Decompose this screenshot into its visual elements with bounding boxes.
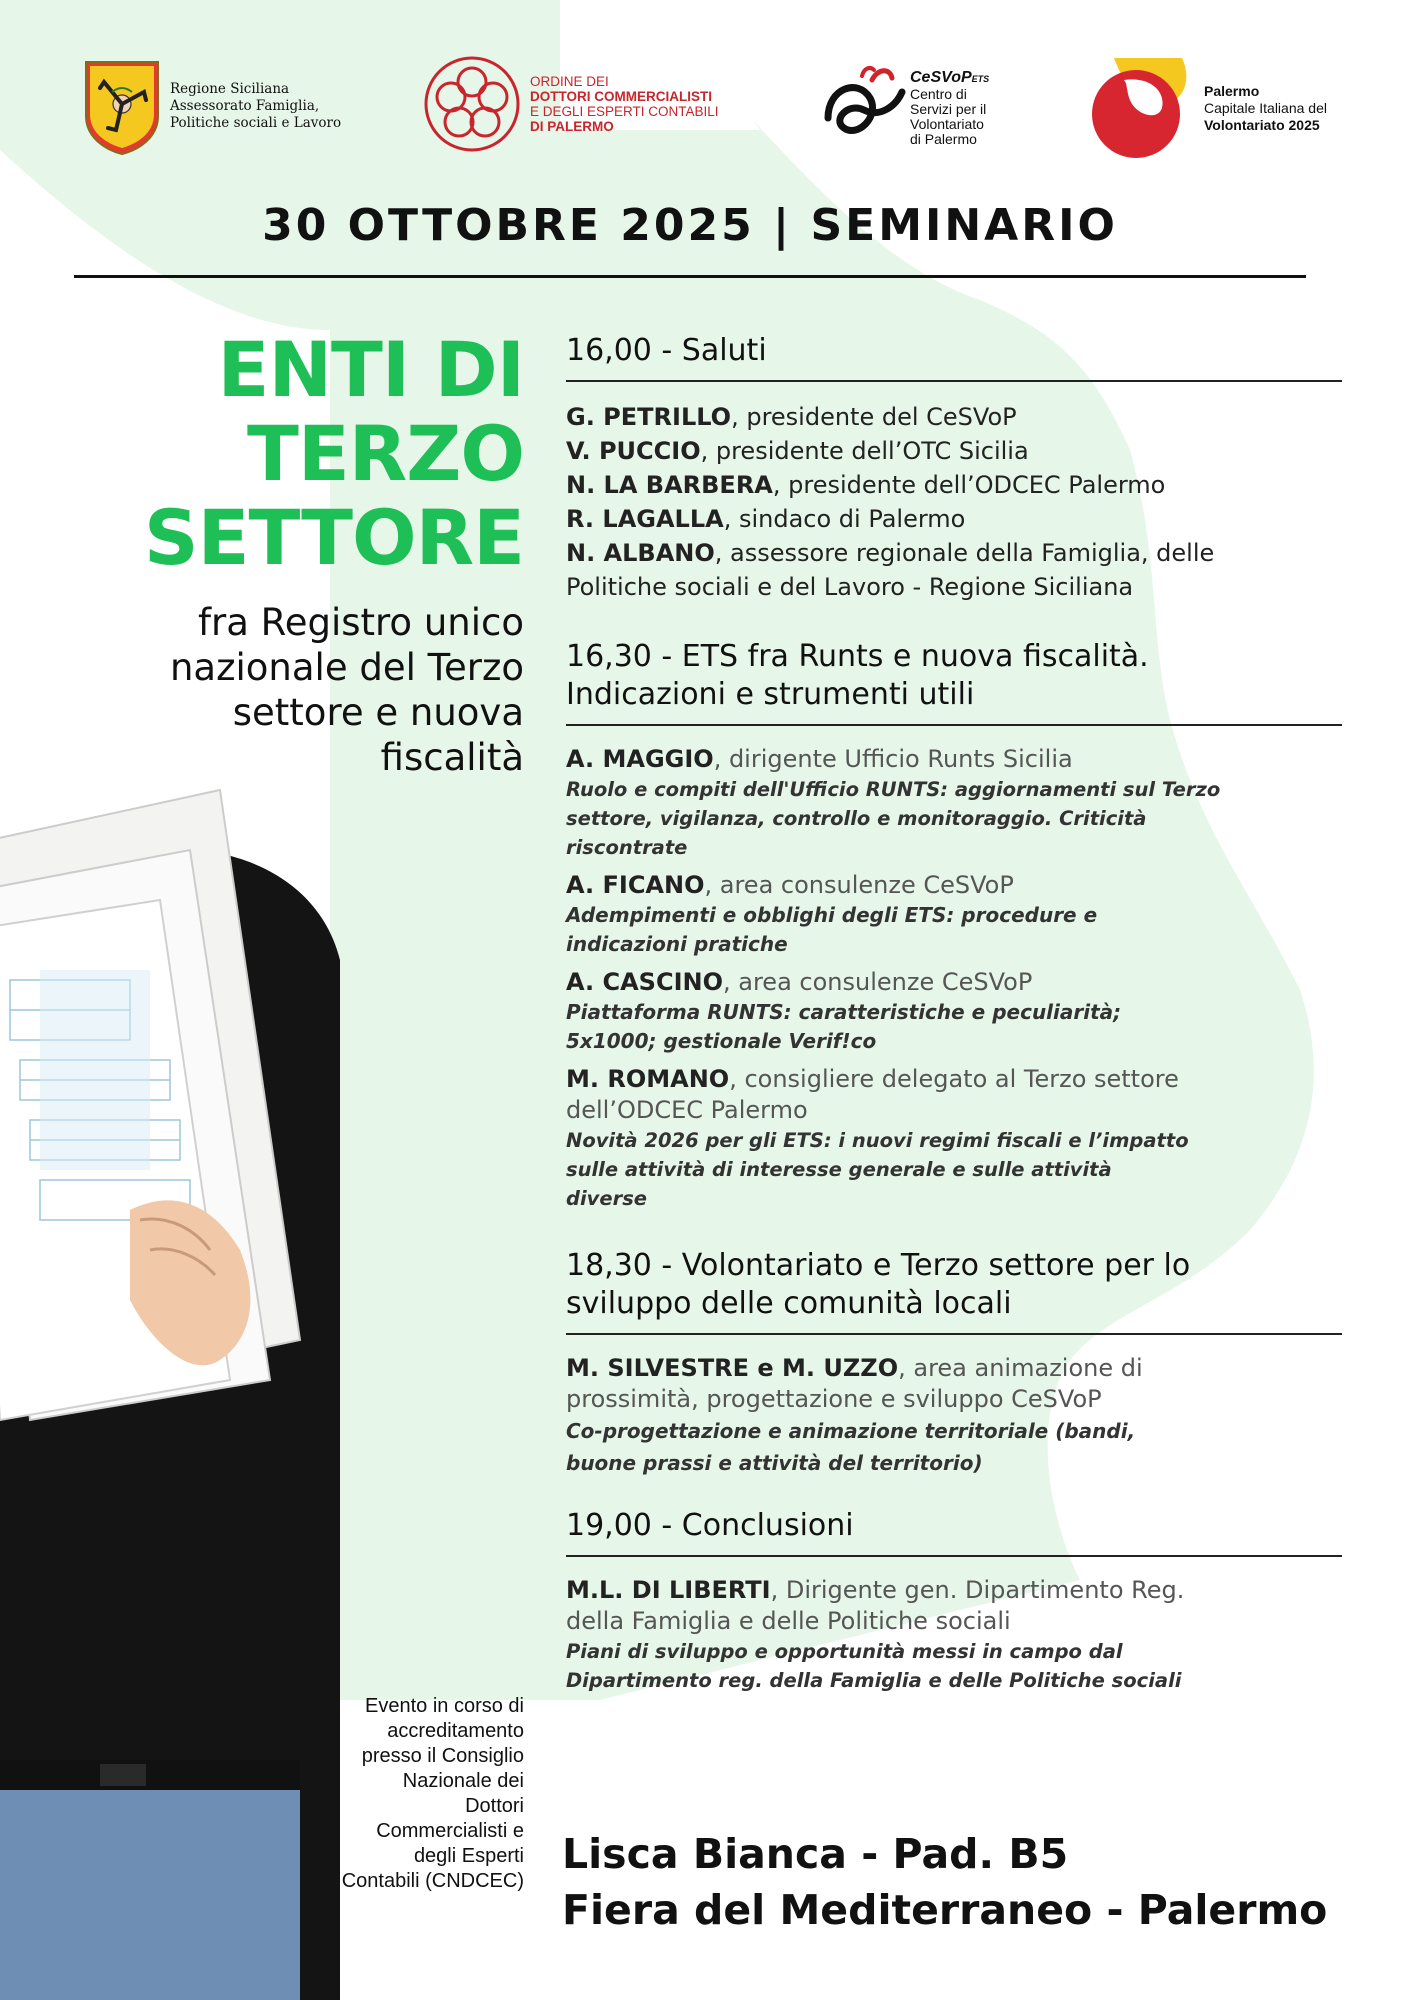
- speaker-row: [566, 434, 1342, 468]
- regione-line: Regione Siciliana: [170, 80, 290, 97]
- accreditation-line: Nazionale dei: [402, 1770, 524, 1792]
- talk-topic-line: riscontrate: [566, 836, 688, 859]
- trinacria-shield-icon: [82, 56, 162, 156]
- subtitle-line: settore e nuova: [232, 691, 524, 734]
- main-title-line: ENTI DI: [217, 325, 524, 414]
- cesvop-brand: CeSVoP: [910, 68, 972, 86]
- accreditation-line: presso il Consiglio: [361, 1745, 524, 1767]
- slot-divider: [566, 1333, 1342, 1335]
- palermo-line: Capitale Italiana del: [1204, 99, 1327, 116]
- slot-divider: [566, 724, 1342, 726]
- speaker-name: M. SILVESTRE e M. UZZO: [566, 1354, 899, 1382]
- talk-topic-line: Ruolo e compiti dell'Ufficio RUNTS: aggiornamenti sul Terzo: [566, 778, 1221, 801]
- speaker-row: [566, 1575, 1342, 1606]
- cesvop-logo-icon: [818, 58, 908, 158]
- slot-heading: [566, 638, 1342, 714]
- talk-item: [566, 1575, 1342, 1695]
- logo-cesvop: [818, 58, 989, 158]
- palermo-text: [1204, 83, 1327, 134]
- palermo-line: Volontariato 2025: [1204, 116, 1320, 133]
- speaker-row: [566, 502, 1342, 536]
- regione-line: Politiche sociali e Lavoro: [170, 114, 342, 131]
- speaker-name: V. PUCCIO: [566, 437, 701, 465]
- slot-heading-line: Indicazioni e strumenti utili: [566, 677, 975, 712]
- speaker-row: [566, 400, 1342, 434]
- talk-item: [566, 967, 1342, 1056]
- venue-line: Lisca Bianca - Pad. B5: [562, 1830, 1069, 1878]
- speaker-role: , dirigente Ufficio Runts Sicilia: [713, 745, 1073, 773]
- speaker-row: [566, 536, 1342, 570]
- speaker-role-continued: dell’ODCEC Palermo: [566, 1096, 808, 1124]
- speaker-name: A. FICANO: [566, 871, 705, 899]
- cesvop-text: [910, 70, 989, 147]
- odcec-line: E DEGLI ESPERTI CONTABILI: [530, 104, 719, 119]
- odcec-line: DI PALERMO: [530, 119, 614, 134]
- talk-topic-line: Piani di sviluppo e opportunità messi in campo dal: [566, 1640, 1123, 1663]
- speaker-name: R. LAGALLA: [566, 505, 724, 533]
- talk-topic-line: diverse: [566, 1187, 648, 1210]
- date-title: 30 OTTOBRE 2025 | SEMINARIO: [262, 200, 1118, 251]
- odcec-text: [530, 74, 719, 134]
- speaker-name: A. MAGGIO: [566, 745, 714, 773]
- divider: [74, 275, 1306, 278]
- talk-topic-line: indicazioni pratiche: [566, 932, 788, 956]
- talk-topic-line: settore, vigilanza, controllo e monitoraggio. Criticità: [566, 807, 1147, 830]
- talk-item: [566, 870, 1342, 959]
- speaker-row: [566, 967, 1342, 998]
- speaker-name: G. PETRILLO: [566, 403, 732, 431]
- subtitle-line: fiscalità: [380, 736, 524, 779]
- speaker-role: , assessore regionale della Famiglia, delle: [714, 539, 1215, 567]
- odcec-line: ORDINE DEI: [530, 74, 609, 89]
- speaker-row: [566, 870, 1342, 901]
- talk-item: [566, 1064, 1342, 1213]
- talk-topic-line: buone prassi e attività del territorio): [566, 1451, 983, 1475]
- speaker-role: , presidente del CeSVoP: [731, 403, 1017, 431]
- slot-heading-line: 18,30 - Volontariato e Terzo settore per lo: [566, 1248, 1191, 1283]
- cesvop-line: di Palermo: [910, 130, 977, 147]
- speaker-role-continued: della Famiglia e delle Politiche sociali: [566, 1607, 1011, 1635]
- speaker-role: , Dirigente gen. Dipartimento Reg.: [770, 1576, 1185, 1604]
- speaker-role: , presidente dell’ODCEC Palermo: [772, 471, 1166, 499]
- talk-topic-line: 5x1000; gestionale Verif!co: [566, 1029, 877, 1053]
- accreditation-line: Contabili (CNDCEC): [341, 1870, 524, 1892]
- slot-heading-line: sviluppo delle comunità locali: [566, 1286, 1012, 1321]
- regione-text: [170, 81, 341, 132]
- odcec-line: DOTTORI COMMERCIALISTI: [530, 89, 712, 104]
- slot-heading: [566, 1247, 1342, 1323]
- palermo-volontariato-logo-icon: [1084, 54, 1194, 162]
- logo-regione-siciliana: [82, 56, 341, 156]
- slot-heading-line: 16,30 - ETS fra Runts e nuova fiscalità.: [566, 639, 1149, 674]
- accreditation-line: Commercialisti e: [376, 1820, 524, 1842]
- speaker-role-continued: Politiche sociali e del Lavoro - Regione Siciliana: [566, 573, 1134, 601]
- cesvop-line: Volontariato: [910, 115, 984, 132]
- slot-divider: [566, 1555, 1342, 1557]
- speaker-row: [566, 1064, 1342, 1095]
- talk-topic-line: sulle attività di interesse generale e sulle attività: [566, 1158, 1112, 1181]
- speaker-role: , presidente dell’OTC Sicilia: [700, 437, 1029, 465]
- accreditation-line: Dottori: [465, 1795, 524, 1817]
- accreditation-line: accreditamento: [387, 1720, 524, 1742]
- speaker-name: A. CASCINO: [566, 968, 723, 996]
- accreditation-line: degli Esperti: [413, 1845, 524, 1867]
- talk-topic-line: Adempimenti e obblighi degli ETS: procedure e: [566, 903, 1098, 927]
- slot-divider: [566, 380, 1342, 382]
- accreditation-line: Evento in corso di: [365, 1695, 524, 1717]
- speaker-role: , area consulenze CeSVoP: [704, 871, 1014, 899]
- logo-bar: [0, 50, 1414, 170]
- talk-item: [566, 744, 1342, 862]
- talk-topic-line: Novità 2026 per gli ETS: i nuovi regimi fiscali e l’impatto: [566, 1129, 1189, 1152]
- speaker-name: M.L. DI LIBERTI: [566, 1576, 771, 1604]
- cesvop-suffix: ETS: [971, 73, 990, 84]
- slot-heading: 19,00 - Conclusioni: [566, 1508, 854, 1543]
- talk-item: [566, 1353, 1342, 1479]
- cesvop-line: Servizi per il: [910, 100, 987, 117]
- venue-line: Fiera del Mediterraneo - Palermo: [562, 1886, 1328, 1934]
- subtitle-line: fra Registro unico: [198, 601, 524, 644]
- talk-topic-line: Piattaforma RUNTS: caratteristiche e peculiarità;: [566, 1000, 1122, 1024]
- talk-topic-line: Dipartimento reg. della Famiglia e delle Politiche sociali: [566, 1669, 1182, 1692]
- program: [566, 332, 1342, 1703]
- person-with-documents-photo: [0, 780, 340, 2000]
- main-title-line: TERZO: [247, 409, 524, 498]
- speaker-row: [566, 1353, 1342, 1384]
- speaker-role: , area animazione di: [898, 1354, 1143, 1382]
- speaker-name: M. ROMANO: [566, 1065, 730, 1093]
- speaker-name: N. LA BARBERA: [566, 471, 773, 499]
- slot-heading: 16,00 - Saluti: [566, 333, 767, 368]
- odcec-knot-logo-icon: [422, 54, 522, 154]
- venue: [562, 1826, 1362, 1938]
- speaker-role-continued: prossimità, progettazione e sviluppo CeSVoP: [566, 1385, 1102, 1413]
- speaker-row: [566, 744, 1342, 775]
- speaker-row: [566, 468, 1342, 502]
- greetings-list: [566, 400, 1342, 604]
- regione-line: Assessorato Famiglia,: [170, 97, 320, 114]
- talk-topic-line: Co-progettazione e animazione territoriale (bandi,: [566, 1419, 1136, 1443]
- logo-odcec: [422, 54, 719, 154]
- subtitle: [40, 600, 524, 780]
- subtitle-line: nazionale del Terzo: [169, 646, 524, 689]
- logo-palermo-volontariato: [1084, 54, 1327, 162]
- main-title: [60, 325, 524, 582]
- accreditation-note: [296, 1694, 524, 1894]
- palermo-line: Palermo: [1204, 82, 1260, 99]
- speaker-role: , area consulenze CeSVoP: [723, 968, 1033, 996]
- speaker-name: N. ALBANO: [566, 539, 715, 567]
- cesvop-line: Centro di: [910, 85, 967, 102]
- speaker-role: , sindaco di Palermo: [723, 505, 966, 533]
- main-title-line: SETTORE: [143, 493, 524, 582]
- speaker-role: , consigliere delegato al Terzo settore: [729, 1065, 1179, 1093]
